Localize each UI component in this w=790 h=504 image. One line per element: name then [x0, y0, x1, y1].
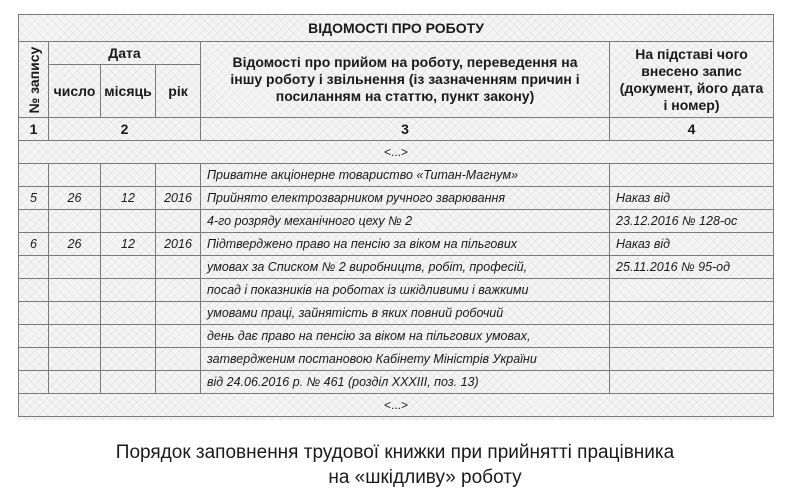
record-number-cell	[19, 279, 49, 302]
table-row	[19, 256, 774, 279]
header-employment-info: Відомості про прийом на роботу, переведення на іншу роботу і звільнення (із зазначенням причин і посиланням на статтю, пункт закону)	[201, 42, 610, 118]
table-row	[19, 302, 774, 325]
table-row	[19, 348, 774, 371]
year-cell	[156, 164, 201, 187]
record-number-cell	[19, 164, 49, 187]
table-row	[19, 325, 774, 348]
record-number-cell	[19, 256, 49, 279]
month-cell	[101, 302, 156, 325]
info-cell: Прийнято електрозварником ручного зварювання	[201, 187, 610, 210]
table-row	[19, 371, 774, 394]
table-title: ВІДОМОСТІ ПРО РОБОТУ	[19, 15, 774, 42]
table-row	[19, 233, 774, 256]
basis-cell: 23.12.2016 № 128-ос	[610, 210, 774, 233]
day-cell	[49, 210, 101, 233]
column-number-2: 2	[49, 118, 201, 141]
month-cell	[101, 164, 156, 187]
info-cell: посад і показників на роботах із шкідливими і важкими	[201, 279, 610, 302]
day-cell	[49, 279, 101, 302]
caption-line-1: Порядок заповнення трудової книжки при прийнятті працівника	[115, 442, 675, 463]
info-cell: день дає право на пенсію за віком на пільгових умовах,	[201, 325, 610, 348]
caption-line-2: на «шкідливу» роботу	[328, 467, 522, 488]
day-cell	[49, 325, 101, 348]
month-cell	[101, 348, 156, 371]
info-cell: 4-го розряду механічного цеху № 2	[201, 210, 610, 233]
record-number-cell	[19, 210, 49, 233]
record-number-cell	[19, 371, 49, 394]
record-number-cell	[19, 302, 49, 325]
column-number-4: 4	[610, 118, 774, 141]
record-rows	[19, 164, 774, 394]
info-cell: умовами праці, зайнятість в яких повний робочий	[201, 302, 610, 325]
info-cell: від 24.06.2016 р. № 461 (розділ XXXIII, поз. 13)	[201, 371, 610, 394]
table-row	[19, 279, 774, 302]
month-cell	[101, 256, 156, 279]
year-cell: 2016	[156, 233, 201, 256]
info-cell: Приватне акціонерне товариство «Титан-Магнум»	[201, 164, 610, 187]
year-cell	[156, 279, 201, 302]
work-record-sheet	[18, 14, 773, 420]
record-number-cell: 5	[19, 187, 49, 210]
header-day: число	[49, 65, 101, 118]
column-number-1: 1	[19, 118, 49, 141]
record-number-cell	[19, 325, 49, 348]
info-cell: Підтверджено право на пенсію за віком на пільгових	[201, 233, 610, 256]
header-basis: На підставі чого внесено запис (документ, його дата і номер)	[610, 42, 774, 118]
year-cell	[156, 371, 201, 394]
month-cell	[101, 279, 156, 302]
basis-cell	[610, 302, 774, 325]
basis-cell	[610, 371, 774, 394]
work-record-table	[18, 14, 774, 417]
month-cell: 12	[101, 187, 156, 210]
month-cell	[101, 371, 156, 394]
year-cell: 2016	[156, 187, 201, 210]
year-cell	[156, 256, 201, 279]
ellipsis-top: <...>	[19, 141, 774, 164]
day-cell	[49, 371, 101, 394]
basis-cell	[610, 279, 774, 302]
record-number-cell: 6	[19, 233, 49, 256]
day-cell: 26	[49, 187, 101, 210]
year-cell	[156, 302, 201, 325]
year-cell	[156, 325, 201, 348]
table-row	[19, 164, 774, 187]
header-record-number: № запису	[19, 42, 49, 118]
basis-cell: Наказ від	[610, 187, 774, 210]
basis-cell	[610, 325, 774, 348]
basis-cell	[610, 164, 774, 187]
month-cell	[101, 210, 156, 233]
basis-cell: Наказ від	[610, 233, 774, 256]
table-row	[19, 187, 774, 210]
year-cell	[156, 210, 201, 233]
record-number-cell	[19, 348, 49, 371]
month-cell: 12	[101, 233, 156, 256]
year-cell	[156, 348, 201, 371]
month-cell	[101, 325, 156, 348]
ellipsis-bottom: <...>	[19, 394, 774, 417]
basis-cell: 25.11.2016 № 95-од	[610, 256, 774, 279]
info-cell: затвердженим постановою Кабінету Міністрів України	[201, 348, 610, 371]
header-month: місяць	[101, 65, 156, 118]
day-cell	[49, 348, 101, 371]
day-cell	[49, 164, 101, 187]
header-date: Дата	[49, 42, 201, 65]
basis-cell	[610, 348, 774, 371]
figure-caption	[0, 440, 790, 490]
table-row	[19, 210, 774, 233]
day-cell	[49, 256, 101, 279]
column-number-3: 3	[201, 118, 610, 141]
day-cell: 26	[49, 233, 101, 256]
header-year: рік	[156, 65, 201, 118]
day-cell	[49, 302, 101, 325]
info-cell: умовах за Списком № 2 виробництв, робіт, професій,	[201, 256, 610, 279]
